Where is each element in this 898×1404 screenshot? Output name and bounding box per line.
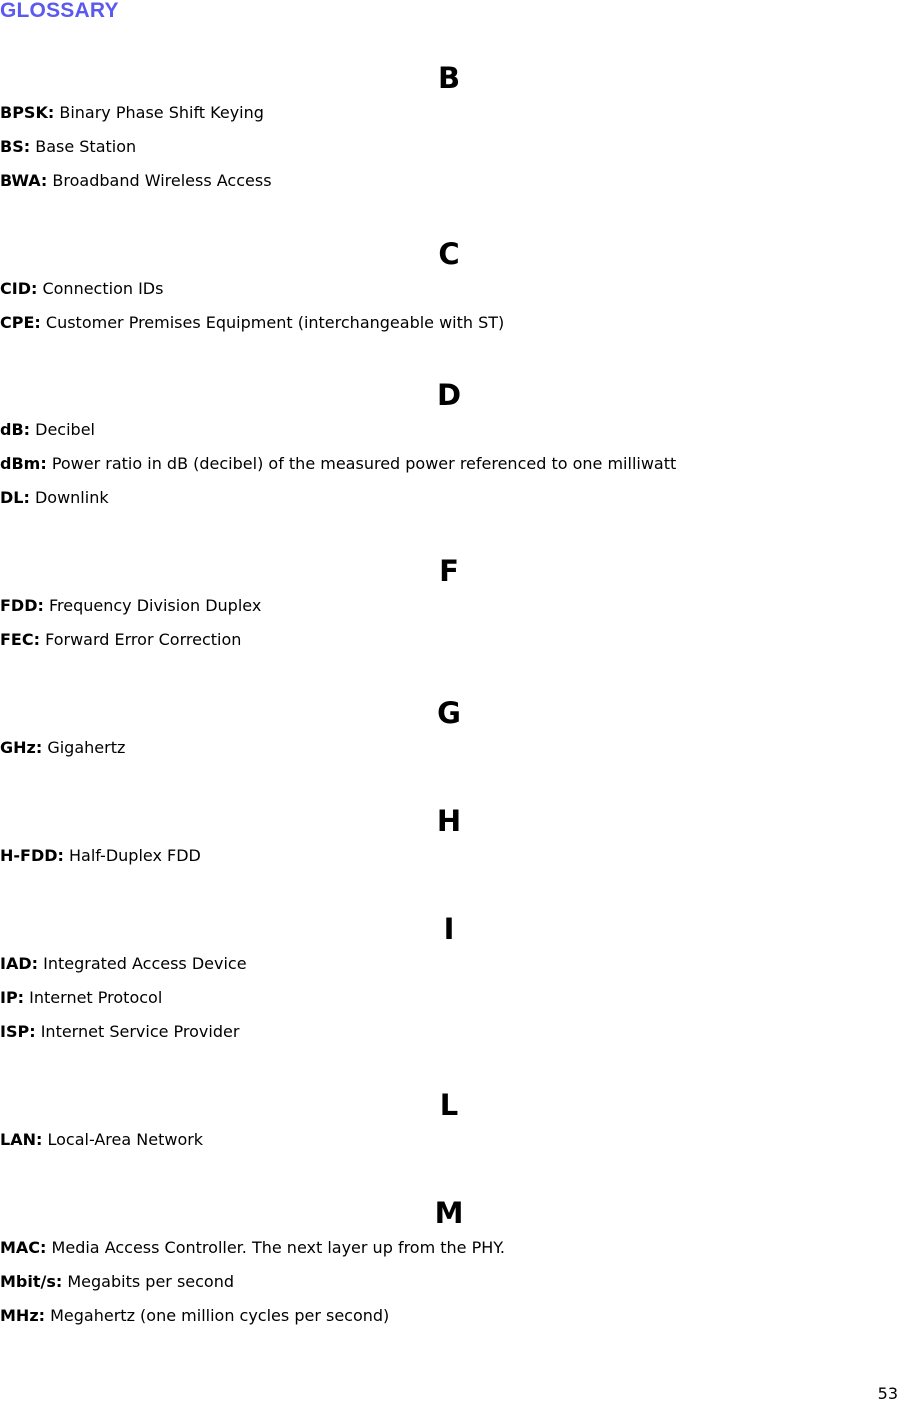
entry-term: DL: [0,488,30,507]
entry-definition: Internet Service Provider [40,1022,240,1041]
entry-definition: Megabits per second [67,1272,235,1291]
entry-definition: Decibel [35,420,95,439]
entry-term: MAC: [0,1238,47,1257]
entry-definition: Half-Duplex FDD [69,846,201,865]
entry-definition: Frequency Division Duplex [48,596,262,615]
entry-term: Mbit/s: [0,1272,63,1291]
entry-list [0,272,898,340]
entry-term: FEC: [0,630,40,649]
entry-definition: Forward Error Correction [45,630,242,649]
page-title: GLOSSARY [0,0,119,22]
glossary-entry [0,839,898,873]
glossary-section-b [0,60,898,198]
glossary-entry [0,306,898,340]
glossary-entry [0,447,898,481]
glossary-section-c [0,236,898,340]
glossary-entry [0,481,898,515]
entry-term: GHz: [0,738,43,757]
glossary-section-l [0,1087,898,1157]
glossary-section-i [0,911,898,1049]
entry-term: BPSK: [0,103,55,122]
entry-term: MHz: [0,1306,46,1325]
entry-list [0,1231,898,1333]
entry-list [0,413,898,515]
entry-definition: Internet Protocol [29,988,163,1007]
glossary-entry [0,1015,898,1049]
glossary-entry [0,981,898,1015]
glossary-section-d [0,377,898,515]
glossary-entry [0,164,898,198]
entry-term: BWA: [0,171,48,190]
entry-list [0,947,898,1049]
entry-term: CID: [0,279,38,298]
section-letter: I [443,912,455,946]
entry-definition: Broadband Wireless Access [52,171,272,190]
glossary-section-m [0,1195,898,1333]
section-letter: H [436,804,462,838]
glossary-entry [0,623,898,657]
entry-term: IAD: [0,954,39,973]
entry-definition: Downlink [34,488,109,507]
entry-term: ISP: [0,1022,36,1041]
glossary-entry [0,413,898,447]
entry-list [0,1123,898,1157]
entry-definition: Media Access Controller. The next layer up from the PHY. [51,1238,505,1257]
entry-term: FDD: [0,596,44,615]
entry-definition: Customer Premises Equipment (interchangeable with ST) [45,313,505,332]
glossary-entry [0,130,898,164]
entry-definition: Local-Area Network [47,1130,204,1149]
section-letter: C [438,237,460,271]
entry-definition: Gigahertz [47,738,126,757]
glossary-entry [0,947,898,981]
entry-term: CPE: [0,313,41,332]
entry-definition: Connection IDs [42,279,164,298]
glossary-section-h [0,803,898,873]
section-letter: L [439,1088,459,1122]
entry-term: IP: [0,988,25,1007]
section-letter: G [437,696,461,730]
glossary-entry [0,1265,898,1299]
entry-term: LAN: [0,1130,43,1149]
entry-definition: Binary Phase Shift Keying [59,103,264,122]
entry-definition: Power ratio in dB (decibel) of the measured power referenced to one milliwatt [51,454,677,473]
page-number: 53 [877,1384,898,1403]
glossary-entry [0,731,898,765]
section-letter: D [436,378,462,412]
entry-definition: Base Station [35,137,137,156]
glossary-entry [0,96,898,130]
entry-definition: Integrated Access Device [43,954,247,973]
glossary-entry [0,589,898,623]
entry-list [0,839,898,873]
section-letter: M [434,1196,464,1230]
glossary-section-f [0,553,898,657]
entry-list [0,731,898,765]
entry-term: dB: [0,420,31,439]
entry-term: H-FDD: [0,846,64,865]
entry-list [0,589,898,657]
entry-definition: Megahertz (one million cycles per second) [50,1306,390,1325]
entry-list [0,96,898,198]
entry-term: BS: [0,137,31,156]
glossary-section-g [0,695,898,765]
glossary-entry [0,272,898,306]
entry-term: dBm: [0,454,47,473]
glossary-entry [0,1231,898,1265]
section-letter: B [437,61,461,95]
section-letter: F [439,554,459,588]
glossary-entry [0,1123,898,1157]
glossary-entry [0,1299,898,1333]
